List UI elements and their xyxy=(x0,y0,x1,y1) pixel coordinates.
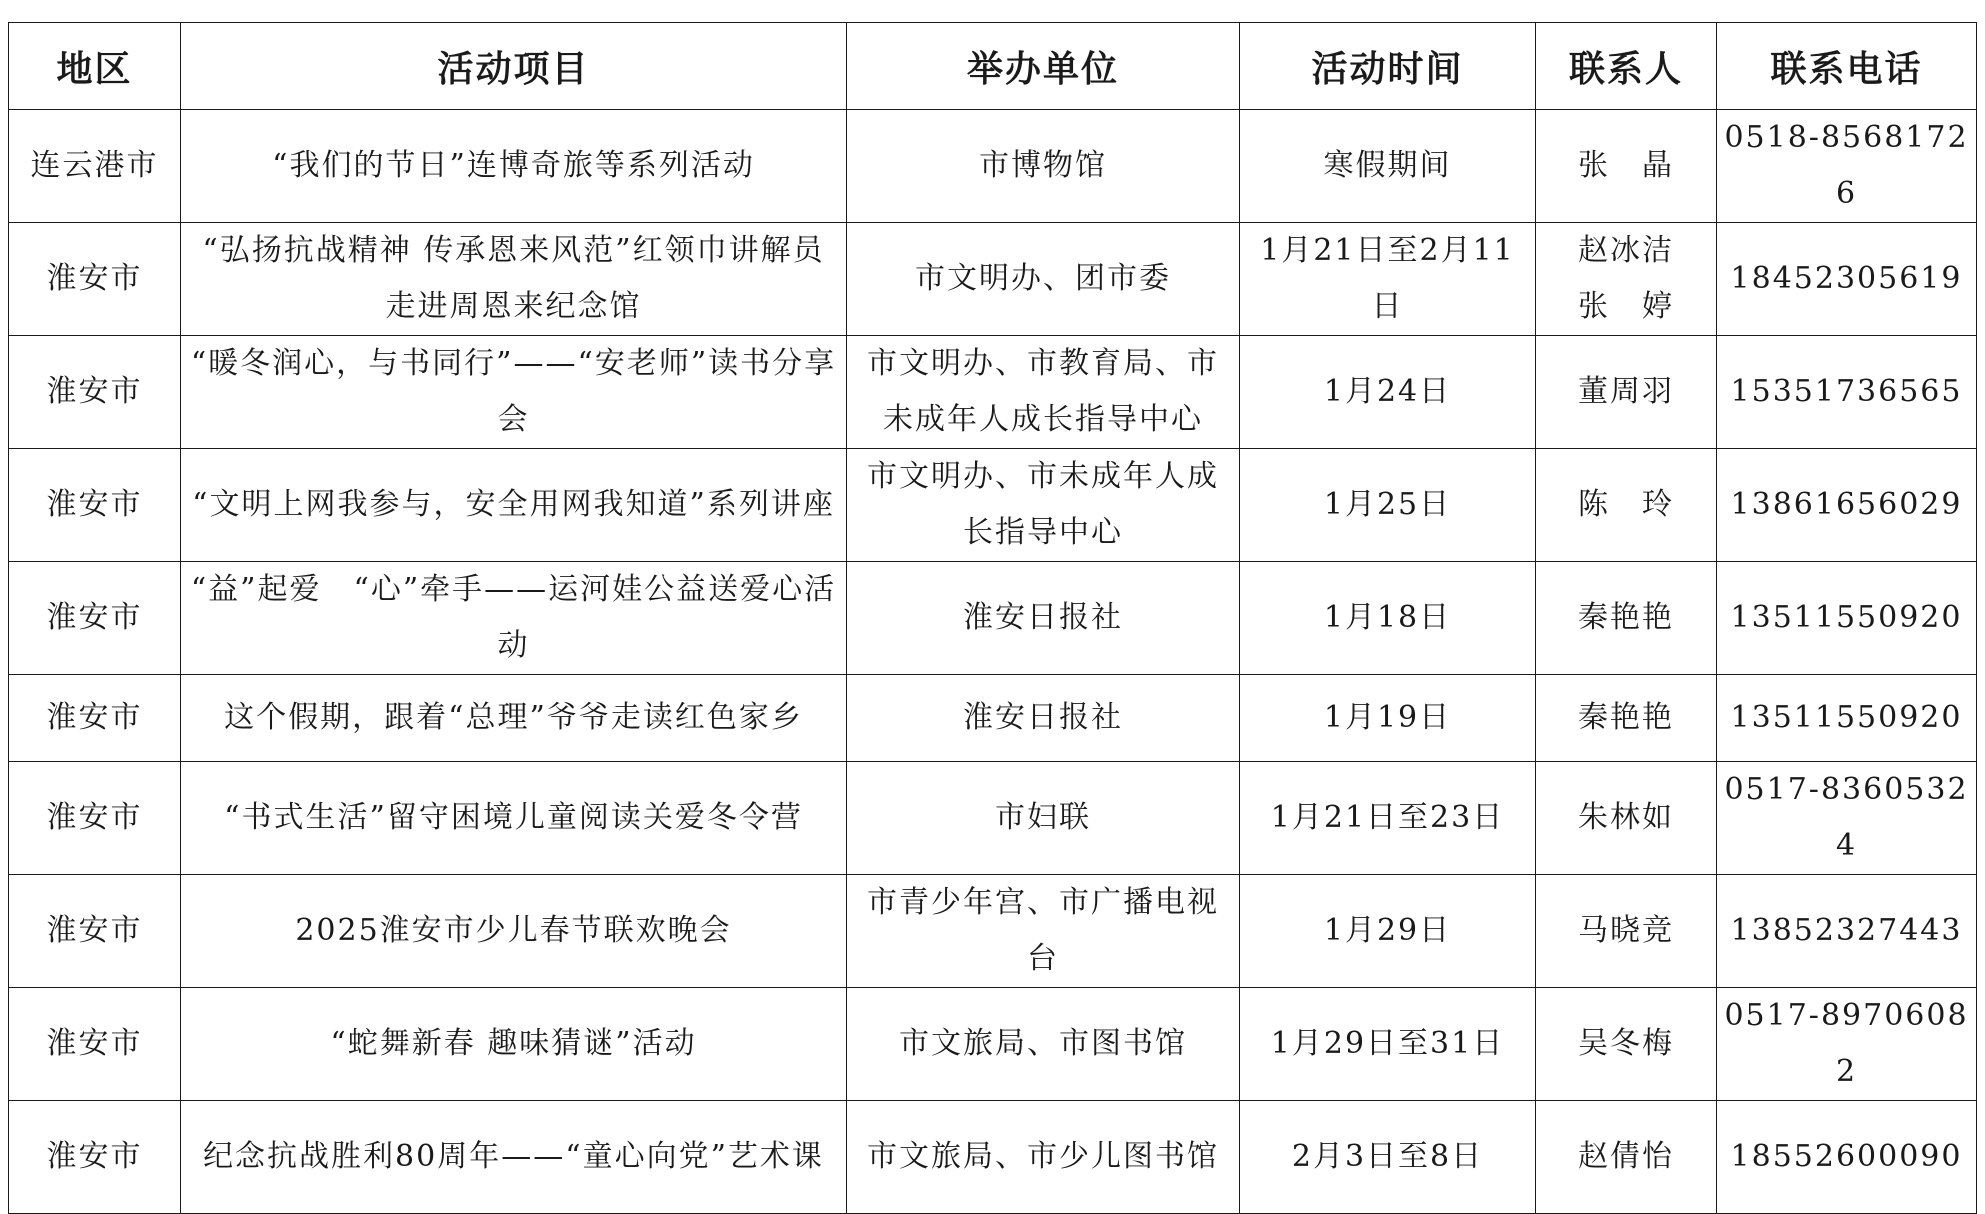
table-row xyxy=(9,449,1977,562)
cell-contact xyxy=(1536,875,1717,988)
cell-region: 连云港市 xyxy=(9,110,181,223)
table-row xyxy=(9,562,1977,675)
cell-project: “蛇舞新春 趣味猜谜”活动 xyxy=(181,988,847,1101)
cell-region: 淮安市 xyxy=(9,875,181,988)
cell-phone: 18452305619 xyxy=(1717,223,1977,336)
cell-organizer: 市博物馆 xyxy=(847,110,1240,223)
cell-project: 纪念抗战胜利80周年——“童心向党”艺术课 xyxy=(181,1101,847,1214)
cell-contact xyxy=(1536,988,1717,1101)
header-contact: 联系人 xyxy=(1536,23,1717,110)
header-phone: 联系电话 xyxy=(1717,23,1977,110)
table-row xyxy=(9,675,1977,762)
cell-project: “暖冬润心，与书同行”——“安老师”读书分享会 xyxy=(181,336,847,449)
cell-contact xyxy=(1536,110,1717,223)
cell-time: 1月19日 xyxy=(1240,675,1536,762)
cell-time: 1月21日至23日 xyxy=(1240,762,1536,875)
activity-table xyxy=(8,22,1977,1214)
cell-region: 淮安市 xyxy=(9,562,181,675)
cell-contact xyxy=(1536,223,1717,336)
cell-phone: 15351736565 xyxy=(1717,336,1977,449)
cell-time: 2月3日至8日 xyxy=(1240,1101,1536,1214)
contact-name: 赵倩怡 xyxy=(1578,1139,1674,1174)
contact-name: 秦艳艳 xyxy=(1578,600,1674,635)
cell-contact xyxy=(1536,336,1717,449)
header-organizer: 举办单位 xyxy=(847,23,1240,110)
cell-region: 淮安市 xyxy=(9,675,181,762)
cell-phone: 13861656029 xyxy=(1717,449,1977,562)
cell-organizer: 市文旅局、市图书馆 xyxy=(847,988,1240,1101)
cell-time: 寒假期间 xyxy=(1240,110,1536,223)
cell-project: “益”起爱 “心”牵手——运河娃公益送爱心活动 xyxy=(181,562,847,675)
cell-organizer: 淮安日报社 xyxy=(847,562,1240,675)
cell-phone: 13852327443 xyxy=(1717,875,1977,988)
cell-time: 1月18日 xyxy=(1240,562,1536,675)
cell-region: 淮安市 xyxy=(9,762,181,875)
table-row xyxy=(9,1101,1977,1214)
cell-project: 这个假期，跟着“总理”爷爷走读红色家乡 xyxy=(181,675,847,762)
cell-contact xyxy=(1536,1101,1717,1214)
cell-phone: 18552600090 xyxy=(1717,1101,1977,1214)
contact-name: 陈 玲 xyxy=(1578,487,1674,522)
cell-region: 淮安市 xyxy=(9,1101,181,1214)
contact-name: 吴冬梅 xyxy=(1578,1026,1674,1061)
cell-contact xyxy=(1536,562,1717,675)
cell-organizer: 市青少年宫、市广播电视台 xyxy=(847,875,1240,988)
contact-name: 张 婷 xyxy=(1578,289,1674,324)
cell-contact xyxy=(1536,675,1717,762)
header-region: 地区 xyxy=(9,23,181,110)
contact-name: 秦艳艳 xyxy=(1578,700,1674,735)
contact-name: 赵冰洁 xyxy=(1578,233,1674,268)
table-row xyxy=(9,988,1977,1101)
cell-contact xyxy=(1536,449,1717,562)
table-header-row xyxy=(9,23,1977,110)
contact-name: 马晓竞 xyxy=(1578,913,1674,948)
cell-project: “弘扬抗战精神 传承恩来风范”红领巾讲解员走进周恩来纪念馆 xyxy=(181,223,847,336)
cell-contact xyxy=(1536,762,1717,875)
table-row xyxy=(9,336,1977,449)
cell-region: 淮安市 xyxy=(9,336,181,449)
cell-time: 1月29日至31日 xyxy=(1240,988,1536,1101)
cell-organizer: 市文明办、市教育局、市未成年人成长指导中心 xyxy=(847,336,1240,449)
contact-name: 张 晶 xyxy=(1578,148,1674,183)
table-row xyxy=(9,223,1977,336)
cell-phone: 0517-89706082 xyxy=(1717,988,1977,1101)
cell-region: 淮安市 xyxy=(9,988,181,1101)
cell-organizer: 淮安日报社 xyxy=(847,675,1240,762)
cell-project: “书式生活”留守困境儿童阅读关爱冬令营 xyxy=(181,762,847,875)
header-time: 活动时间 xyxy=(1240,23,1536,110)
cell-time: 1月21日至2月11日 xyxy=(1240,223,1536,336)
header-project: 活动项目 xyxy=(181,23,847,110)
cell-organizer: 市妇联 xyxy=(847,762,1240,875)
table-row xyxy=(9,875,1977,988)
cell-phone: 13511550920 xyxy=(1717,675,1977,762)
cell-region: 淮安市 xyxy=(9,223,181,336)
cell-phone: 0517-83605324 xyxy=(1717,762,1977,875)
cell-phone: 13511550920 xyxy=(1717,562,1977,675)
cell-project: “文明上网我参与，安全用网我知道”系列讲座 xyxy=(181,449,847,562)
cell-organizer: 市文明办、市未成年人成长指导中心 xyxy=(847,449,1240,562)
table-row xyxy=(9,762,1977,875)
cell-time: 1月25日 xyxy=(1240,449,1536,562)
cell-organizer: 市文明办、团市委 xyxy=(847,223,1240,336)
cell-project: 2025淮安市少儿春节联欢晚会 xyxy=(181,875,847,988)
contact-name: 朱林如 xyxy=(1578,800,1674,835)
contact-name: 董周羽 xyxy=(1578,374,1674,409)
cell-region: 淮安市 xyxy=(9,449,181,562)
table-row xyxy=(9,110,1977,223)
cell-organizer: 市文旅局、市少儿图书馆 xyxy=(847,1101,1240,1214)
cell-time: 1月29日 xyxy=(1240,875,1536,988)
cell-project: “我们的节日”连博奇旅等系列活动 xyxy=(181,110,847,223)
cell-time: 1月24日 xyxy=(1240,336,1536,449)
cell-phone: 0518-85681726 xyxy=(1717,110,1977,223)
